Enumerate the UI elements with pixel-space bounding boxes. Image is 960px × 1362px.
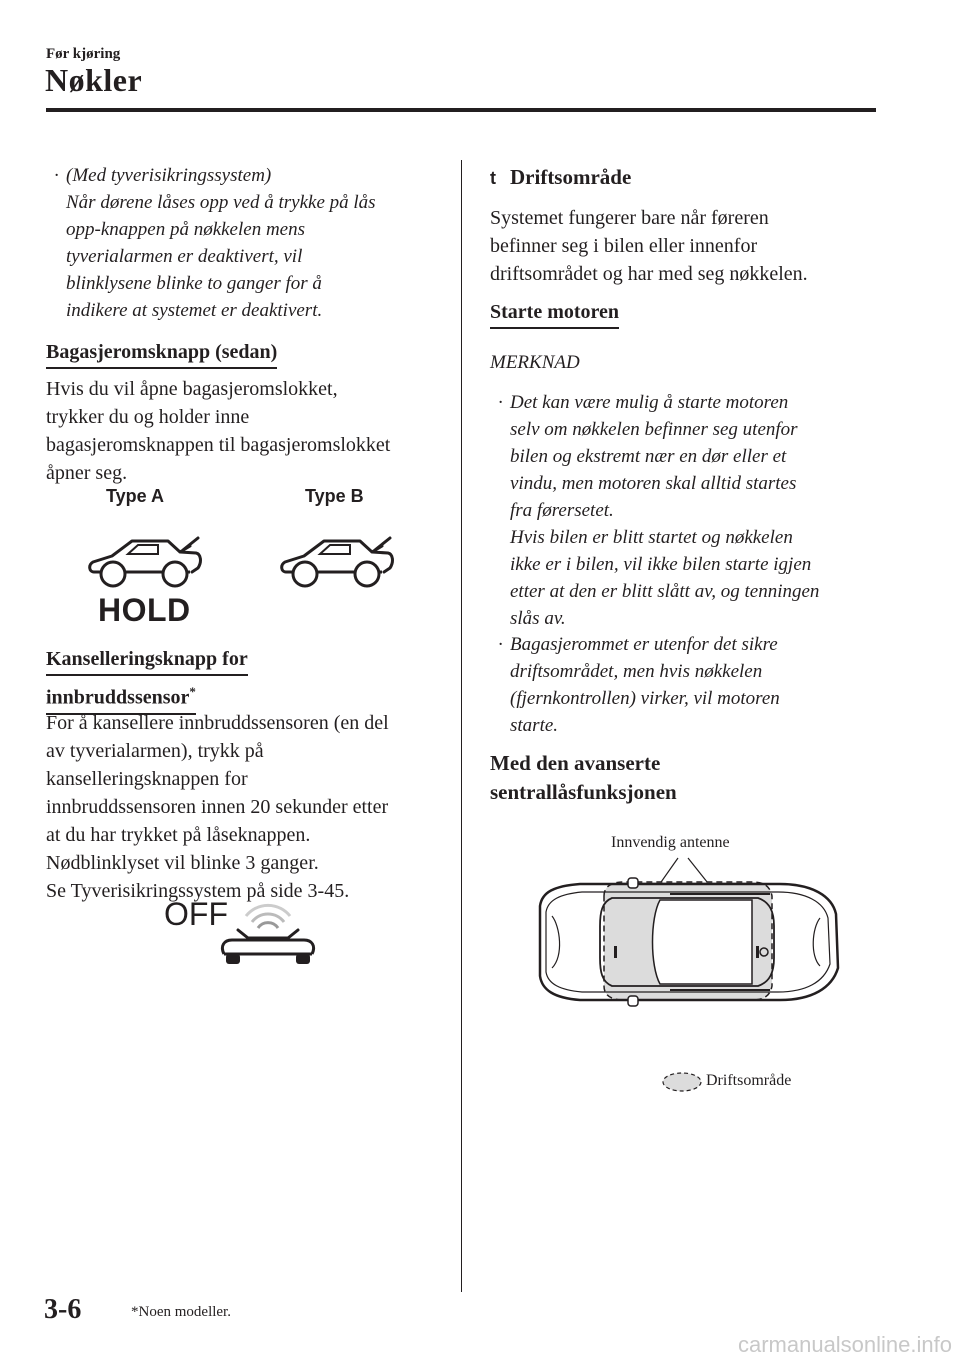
trunk-text [46, 375, 436, 487]
note-line: (fjernkontrollen) virker, vil motoren [510, 688, 780, 709]
page-number: 3-6 [44, 1294, 82, 1325]
bullet-line: opp-knappen på nøkkelen mens [66, 219, 306, 240]
footnote-mark: * [189, 684, 196, 699]
cancel-section [46, 645, 436, 715]
bullet-line: indikere at systemet er deaktivert. [66, 300, 323, 321]
trunk-heading: Bagasjeromsknapp (sedan) [46, 338, 277, 369]
trunk-section [46, 338, 436, 369]
section-marker-icon: t [490, 168, 496, 188]
note-heading: MERKNAD [490, 352, 580, 373]
note-line: ikke er i bilen, vil ikke bilen starte igjen [510, 554, 812, 575]
off-label: OFF [164, 896, 228, 932]
cancel-line: innbruddssensoren innen 20 sekunder etter [46, 796, 389, 818]
legend-label: Driftsområde [706, 1072, 792, 1089]
antenna-label: Innvendig antenne [611, 834, 730, 851]
note-line: selv om nøkkelen befinner seg utenfor [510, 419, 798, 440]
note-line: starte. [510, 715, 559, 736]
note-line: Hvis bilen er blitt startet og nøkkelen [510, 527, 793, 548]
car-top-view-diagram [520, 856, 850, 1036]
cancel-line: Nødblinklyset vil blinke 3 ganger. [46, 852, 319, 874]
cancel-line: kanselleringsknappen for [46, 768, 248, 790]
bullet-dot: · [54, 165, 59, 186]
rear-antenna-icon [756, 946, 759, 958]
range-line: Systemet fungerer bare når føreren [490, 207, 769, 229]
hold-label: HOLD [98, 592, 191, 628]
operating-range-heading: Driftsområde [510, 165, 632, 189]
type-b-label: Type B [305, 486, 364, 506]
cancel-heading-text: innbruddssensor [46, 686, 190, 709]
advanced-lock-heading-line: Med den avanserte [490, 751, 661, 775]
trunk-line: trykker du og holder inne [46, 406, 250, 428]
note-line: Det kan være mulig å starte motoren [510, 392, 789, 413]
bullet-line: Når dørene låses opp ved å trykke på lås [66, 192, 376, 213]
operating-range-legend-icon [661, 1071, 703, 1093]
bullet-heading: (Med tyverisikringssystem) [66, 165, 272, 186]
range-line: driftsområdet og har med seg nøkkelen. [490, 263, 808, 285]
bullet-dot: · [498, 392, 503, 413]
note-line: bilen og ekstremt nær en dør eller et [510, 446, 787, 467]
cancel-heading-line1: Kanselleringsknapp for [46, 645, 248, 676]
note-line: vindu, men motoren skal alltid startes [510, 473, 797, 494]
note-bullet-2 [490, 631, 882, 739]
bullet-dot: · [498, 634, 503, 655]
cancel-text [46, 709, 446, 905]
intrusion-sensor-icon [218, 910, 318, 968]
cancel-line: av tyverialarmen), trykk på [46, 740, 264, 762]
chapter-title: Nøkler [45, 62, 143, 98]
section-label: Før kjøring [46, 46, 121, 62]
operating-range-text [490, 204, 880, 288]
advanced-lock-heading [490, 749, 880, 807]
bullet-line: tyverialarmen er deaktivert, vil [66, 246, 303, 267]
trunk-icon-type-a [86, 532, 206, 590]
operating-range-section [490, 163, 880, 192]
trunk-line: bagasjeromsknappen til bagasjeromslokket [46, 434, 391, 456]
note-line: etter at den er blitt slått av, og tenningen [510, 581, 820, 602]
start-engine-heading: Starte motoren [490, 298, 619, 329]
start-engine-section [490, 298, 880, 329]
footnote: *Noen modeller. [131, 1304, 231, 1320]
cancel-line: For å kansellere innbruddssensoren (en del [46, 712, 389, 734]
watermark: carmanualsonline.info [737, 1332, 952, 1357]
column-divider [461, 160, 462, 1292]
type-a-label: Type A [106, 486, 165, 506]
trunk-icon-type-b [278, 532, 398, 590]
advanced-lock-heading-line: sentrallåsfunksjonen [490, 780, 677, 804]
note-line: fra førersetet. [510, 500, 614, 521]
cancel-line: at du har trykket på låseknappen. [46, 824, 311, 846]
trunk-line: Hvis du vil åpne bagasjeromslokket, [46, 378, 338, 400]
note-line: Bagasjerommet er utenfor det sikre [510, 634, 778, 655]
cancel-line: Se Tyverisikringssystem på side 3-45. [46, 880, 350, 902]
front-antenna-icon [614, 946, 617, 958]
trunk-line: åpner seg. [46, 462, 128, 484]
range-line: befinner seg i bilen eller innenfor [490, 235, 758, 257]
note-bullet-1 [490, 389, 882, 632]
bullet-line: blinklysene blinke to ganger for å [66, 273, 322, 294]
note-line: driftsområdet, men hvis nøkkelen [510, 661, 763, 682]
note-line: slås av. [510, 608, 566, 629]
security-bullet [46, 162, 436, 324]
header-rule [46, 108, 876, 112]
